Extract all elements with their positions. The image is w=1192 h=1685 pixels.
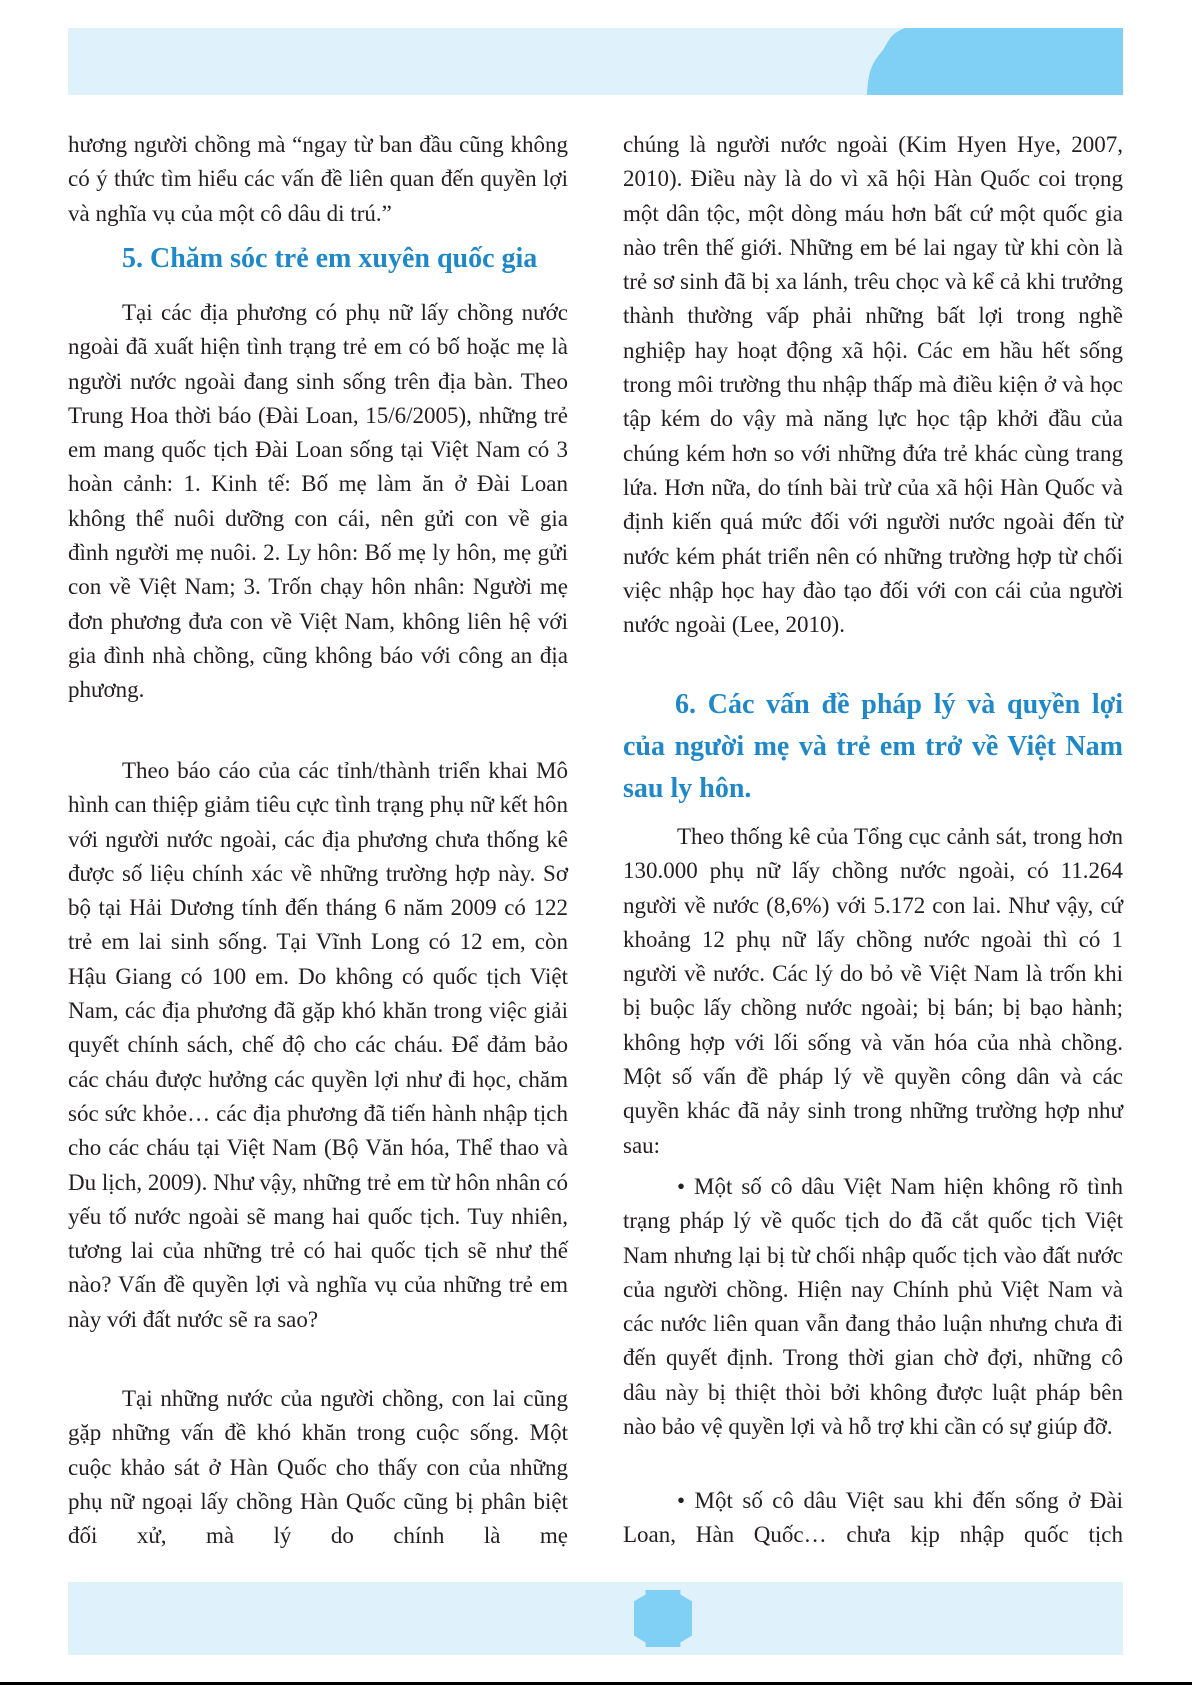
footer-band [68, 1582, 1123, 1655]
section-heading-5: 5. Chăm sóc trẻ em xuyên quốc gia [122, 243, 538, 274]
bullet-paragraph: • Một số cô dâu Việt sau khi đến sống ở Đài Loan, Hàn Quốc… chưa kịp nhập quốc tịch [623, 1488, 1123, 1548]
paragraph: Theo thống kê của Tổng cục cảnh sát, trong hơn 130.000 phụ nữ lấy chồng nước ngoài, có 11.264 người về nước (8,6%) với 5.172 con lai. Như vậy, cứ khoảng 12 phụ nữ lấy chồng nước ngoài thì có 1 người về nước. Các lý do bỏ về Việt Nam là trốn khi bị buộc lấy chồng nước ngoài; bị bán; bị bạo hành; không hợp với lối sống và văn hóa của nhà chồng. Một số vấn đề pháp lý về quyền công dân và các quyền khác đã nảy sinh trong những trường hợp như sau: [623, 824, 1123, 1158]
paragraph-continued: chúng là người nước ngoài (Kim Hyen Hye, 2007, 2010). Điều này là do vì xã hội Hàn Quốc coi trọng một dân tộc, một dòng máu hơn bất cứ một quốc gia nào trên thế giới. Những em bé lai ngay từ khi còn là trẻ sơ sinh đã bị xa lánh, trêu chọc và kể cả khi trưởng thành thường vấp phải những bất lợi trong nghề nghiệp hay hoạt động xã hội. Các em hầu hết sống trong môi trường thu nhập thấp mà điều kiện ở và học tập kém do vậy mà năng lực học tập khởi đầu của chúng kém hơn so với những đứa trẻ khác cùng trang lứa. Hơn nữa, do tính bài trừ của xã hội Hàn Quốc và định kiến quá mức đối với người nước ngoài đến từ nước kém phát triển nên có những trường hợp từ chối việc nhập học hay đào tạo đối với con cái của người nước ngoài (Lee, 2010). [623, 132, 1123, 638]
section-heading-6: 6. Các vấn đề pháp lý và quyền lợi của người mẹ và trẻ em trở về Việt Nam sau ly hôn. [623, 689, 1123, 804]
page-number-badge [634, 1590, 692, 1647]
paragraph: Tại những nước của người chồng, con lai cũng gặp những vấn đề khó khăn trong cuộc sống. Một cuộc khảo sát ở Hàn Quốc cho thấy con của những phụ nữ ngoại lấy chồng Hàn Quốc cũng bị phân biệt đối xử, mà lý do chính là mẹ [68, 1386, 568, 1549]
paragraph: Theo báo cáo của các tỉnh/thành triển khai Mô hình can thiệp giảm tiêu cực tình trạng phụ nữ kết hôn với người nước ngoài, các địa phương chưa thống kê được số liệu chính xác về những trường hợp này. Sơ bộ tại Hải Dương tính đến tháng 6 năm 2009 có 122 trẻ em lai sinh sống. Tại Vĩnh Long có 12 em, còn Hậu Giang có 100 em. Do không có quốc tịch Việt Nam, các địa phương đã gặp khó khăn trong việc giải quyết chính sách, chế độ cho các cháu. Để đảm bảo các cháu được hưởng các quyền lợi như đi học, chăm sóc sức khỏe… các địa phương đã tiến hành nhập tịch cho các cháu tại Việt Nam (Bộ Văn hóa, Thể thao và Du lịch, 2009). Như vậy, những trẻ em từ hôn nhân có yếu tố nước ngoài sẽ mang hai quốc tịch. Tuy nhiên, tương lai của những trẻ có hai quốc tịch sẽ như thế nào? Vấn đề quyền lợi và nghĩa vụ của những trẻ em này với đất nước sẽ ra sao? [68, 758, 568, 1332]
header-band [68, 28, 1123, 95]
paragraph: Tại các địa phương có phụ nữ lấy chồng nước ngoài đã xuất hiện tình trạng trẻ em có bố hoặc mẹ là người nước ngoài đang sinh sống trên địa bàn. Theo Trung Hoa thời báo (Đài Loan, 15/6/2005), những trẻ em mang quốc tịch Đài Loan sống tại Việt Nam có 3 hoàn cảnh: 1. Kinh tế: Bố mẹ làm ăn ở Đài Loan không thể nuôi dưỡng con cái, nên gửi con về gia đình người mẹ nuôi. 2. Ly hôn: Bố mẹ ly hôn, mẹ gửi con về Việt Nam; 3. Trốn chạy hôn nhân: Người mẹ đơn phương đưa con về Việt Nam, không liên hệ với gia đình nhà chồng, cũng không báo với công an địa phương. [68, 300, 568, 703]
header-accent-shape [68, 28, 1123, 95]
paragraph-continued: hương người chồng mà “ngay từ ban đầu cũng không có ý thức tìm hiểu các vấn đề liên quan đến quyền lợi và nghĩa vụ của một cô dâu di trú.” [68, 132, 568, 226]
bullet-paragraph: • Một số cô dâu Việt Nam hiện không rõ tình trạng pháp lý về quốc tịch do đã cắt quốc tịch Việt Nam nhưng lại bị từ chối nhập quốc tịch vào đất nước của người chồng. Hiện nay Chính phủ Việt Nam và các nước liên quan vẫn đang thảo luận nhưng chưa đi đến quyết định. Trong thời gian chờ đợi, những cô dâu này bị thiệt thòi bởi không được luật pháp bên nào bảo vệ quyền lợi và hỗ trợ khi cần có sự giúp đỡ. [623, 1174, 1123, 1440]
